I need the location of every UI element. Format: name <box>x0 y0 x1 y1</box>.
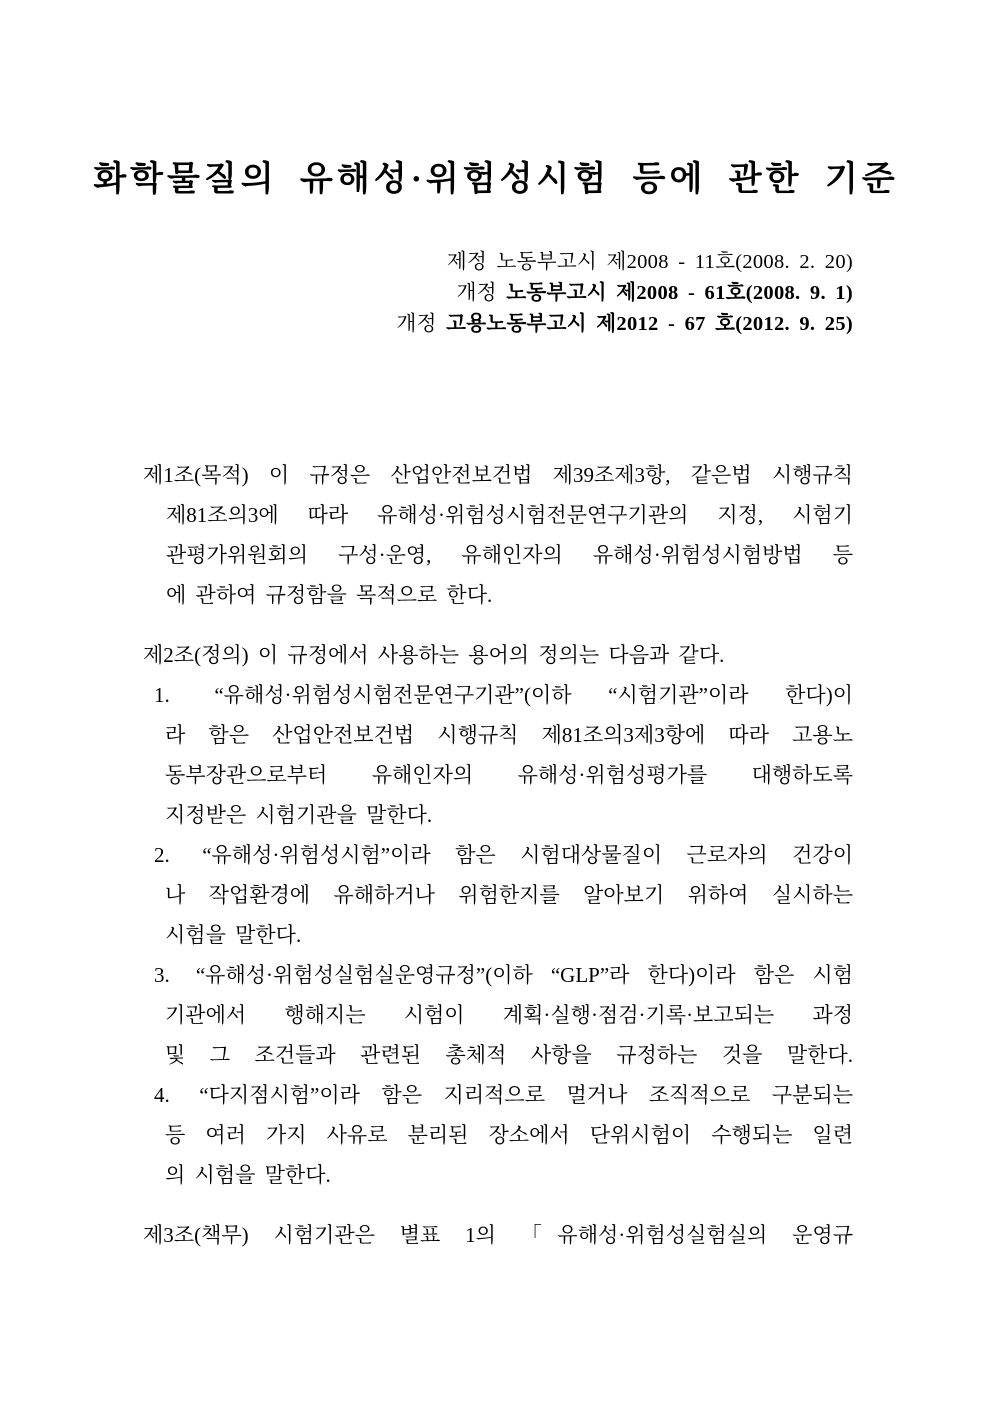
revision-line-amended-2012 <box>396 309 853 340</box>
definition-item <box>154 675 853 715</box>
document-title: 화학물질의 유해성·위험성시험 등에 관한 기준 <box>93 161 899 198</box>
revision-history <box>396 247 853 340</box>
definition-item-line: 지정받은 시험기관을 말한다. <box>165 803 433 827</box>
definition-item-line: 기관에서 행해지는 시험이 계획·실행·점검·기록·보고되는 과정 <box>165 1003 853 1027</box>
revision-text: 노동부고시 제2008 - 11호(2008. 2. 20) <box>496 251 853 273</box>
revision-line-enacted <box>396 247 853 278</box>
definition-item <box>154 955 853 995</box>
definition-item-line: 및 그 조건들과 관련된 총체적 사항을 규정하는 것을 말한다. <box>165 1043 853 1067</box>
definition-item-line: 라 함은 산업안전보건법 시행규칙 제81조의3제3항에 따라 고용노 <box>165 723 853 747</box>
paragraph-spacer <box>0 615 992 635</box>
item-number: 4. <box>154 1083 170 1107</box>
definition-item-line: 의 시험을 말한다. <box>165 1163 331 1187</box>
revision-label: 개정 <box>396 313 437 335</box>
item-number: 3. <box>154 963 170 987</box>
definition-item-line: 동부장관으로부터 유해인자의 유해성·위험성평가를 대행하도록 <box>165 763 853 787</box>
item-text: “다지점시험”이라 함은 지리적으로 멀거나 조직적으로 구분되는 <box>199 1083 853 1107</box>
paragraph-spacer <box>0 1195 992 1215</box>
item-number: 1. <box>154 683 170 707</box>
article2-heading: 제2조(정의) 이 규정에서 사용하는 용어의 정의는 다음과 같다. <box>143 643 725 667</box>
item-text: “유해성·위험성시험”이라 함은 시험대상물질이 근로자의 건강이 <box>202 843 853 867</box>
definition-item-line: 나 작업환경에 유해하거나 위험한지를 알아보기 위하여 실시하는 <box>165 883 853 907</box>
item-text: “유해성·위험성시험전문연구기관”(이하 “시험기관”이라 한다)이 <box>214 683 853 707</box>
item-text: “유해성·위험성실험실운영규정”(이하 “GLP”라 한다)이라 함은 시험 <box>195 963 853 987</box>
revision-label: 개정 <box>456 282 497 304</box>
article1-line: 에 관하여 규정함을 목적으로 한다. <box>166 583 493 607</box>
definition-item-line: 시험을 말한다. <box>165 923 302 947</box>
article1-line: 제81조의3에 따라 유해성·위험성시험전문연구기관의 지정, 시험기 <box>166 503 853 527</box>
document-body <box>0 455 992 1255</box>
revision-text: 고용노동부고시 제2012 - 67 호(2012. 9. 25) <box>446 313 853 335</box>
revision-label: 제정 <box>446 251 488 273</box>
item-number: 2. <box>154 843 170 867</box>
article1-line: 제1조(목적) 이 규정은 산업안전보건법 제39조제3항, 같은법 시행규칙 <box>143 463 853 487</box>
revision-text: 노동부고시 제2008 - 61호(2008. 9. 1) <box>506 282 853 304</box>
definition-item <box>154 835 853 875</box>
article1-line: 관평가위원회의 구성·운영, 유해인자의 유해성·위험성시험방법 등 <box>166 543 853 567</box>
revision-line-amended-2008 <box>396 278 853 309</box>
article3-line: 제3조(책무) 시험기관은 별표 1의 「유해성·위험성실험실의 운영규 <box>143 1223 853 1247</box>
definition-item-line: 등 여러 가지 사유로 분리된 장소에서 단위시험이 수행되는 일련 <box>165 1123 853 1147</box>
definition-item <box>154 1075 853 1115</box>
